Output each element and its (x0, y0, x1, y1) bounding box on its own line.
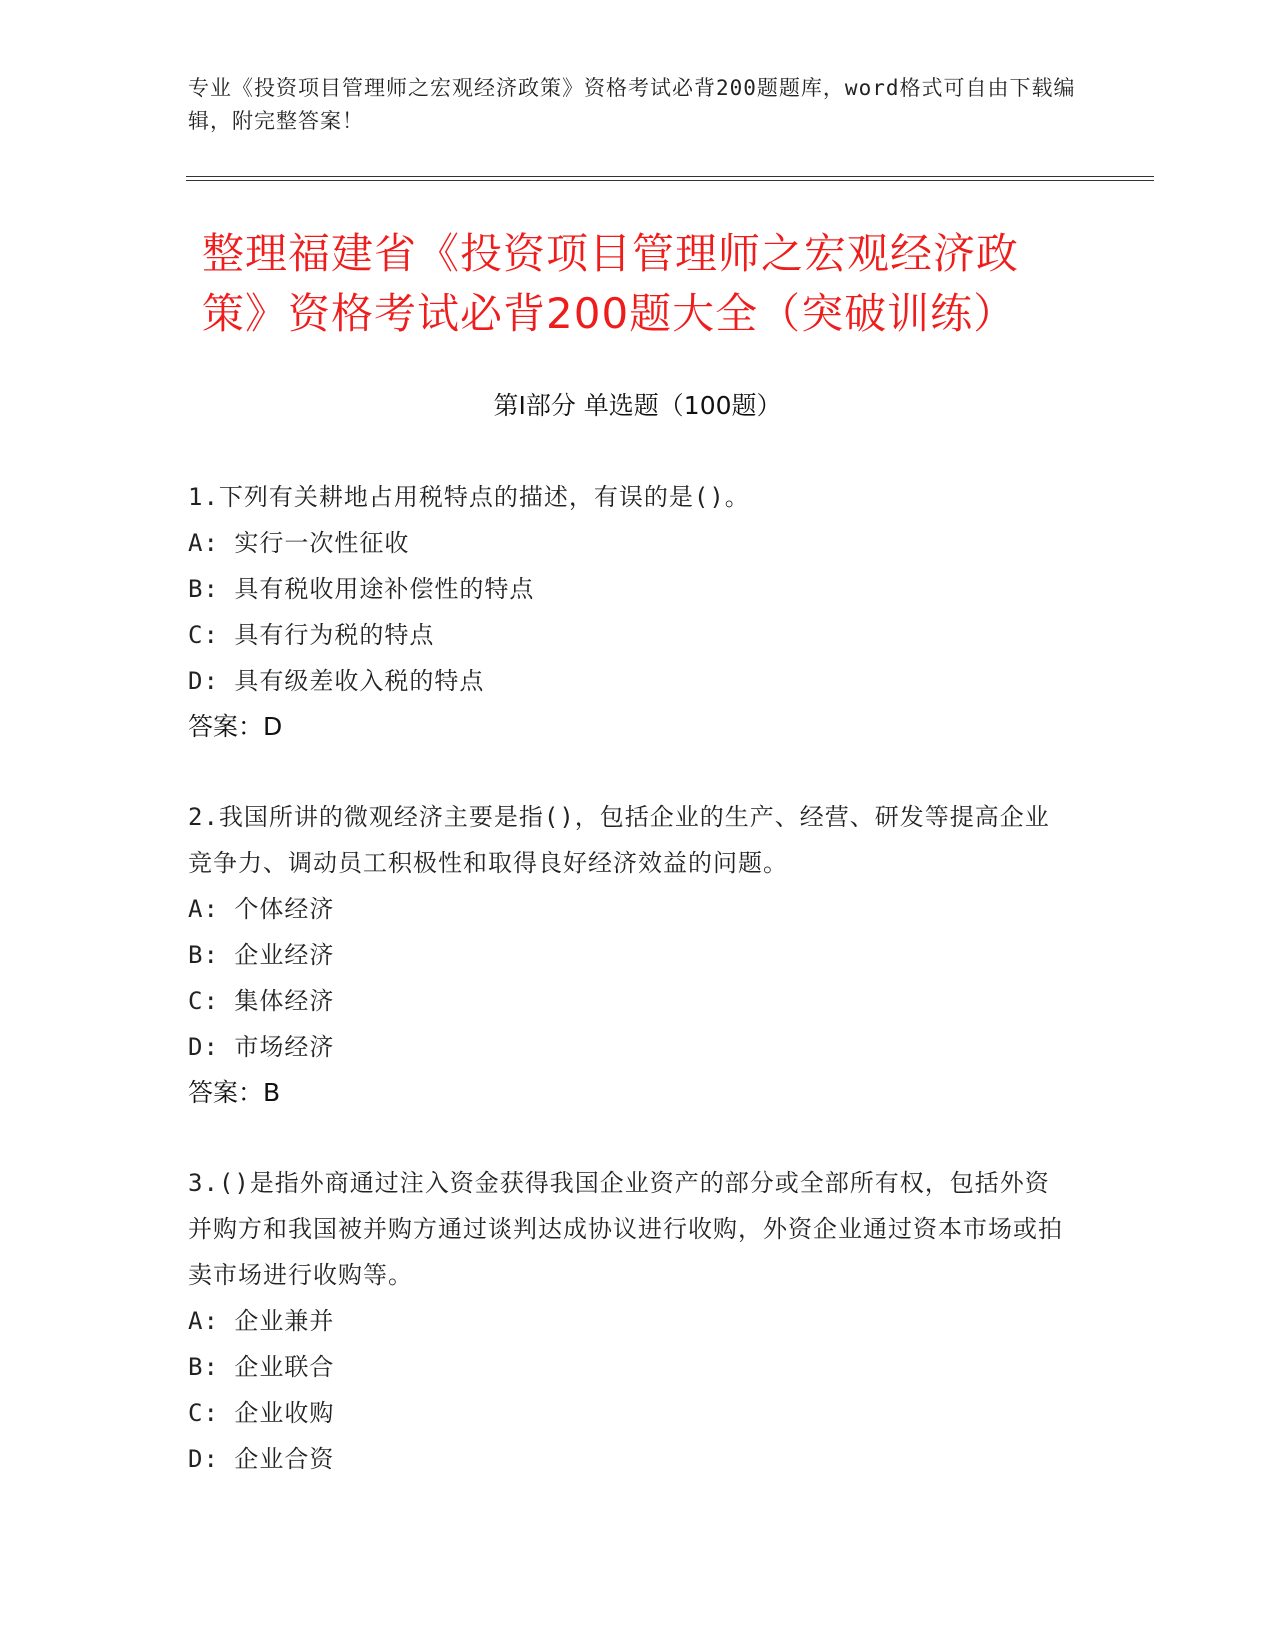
answer: 答案：B (188, 1078, 281, 1107)
header-divider-line-top (186, 176, 1154, 177)
document-title: 整理福建省《投资项目管理师之宏观经济政策》资格考试必背200题大全（突破训练） (202, 229, 1020, 338)
option-b: B: 企业经济 (188, 941, 335, 969)
question-2 (188, 794, 1068, 1116)
option-c: C: 具有行为税的特点 (188, 621, 435, 649)
option-d: D: 具有级差收入税的特点 (188, 667, 485, 695)
header-divider-line-bottom (186, 180, 1154, 181)
question-text: 2.我国所讲的微观经济主要是指()，包括企业的生产、经营、研发等提高企业竞争力、调动员工积极性和取得良好经济效益的问题。 (188, 803, 1050, 877)
option-a: A: 个体经济 (188, 895, 335, 923)
question-list (188, 474, 1068, 1526)
question-3 (188, 1160, 1068, 1482)
answer: 答案：D (188, 712, 283, 741)
section-heading: 第Ⅰ部分 单选题（100题） (493, 391, 782, 420)
question-text: 1.下列有关耕地占用税特点的描述，有误的是()。 (188, 483, 750, 511)
header-note: 专业《投资项目管理师之宏观经济政策》资格考试必背200题题库，word格式可自由下载编辑，附完整答案！ (188, 76, 1076, 133)
option-a: A: 企业兼并 (188, 1307, 335, 1335)
question-text: 3.()是指外商通过注入资金获得我国企业资产的部分或全部所有权，包括外资并购方和我国被并购方通过谈判达成协议进行收购，外资企业通过资本市场或拍卖市场进行收购等。 (188, 1169, 1063, 1289)
option-c: C: 集体经济 (188, 987, 335, 1015)
header-divider (186, 176, 1154, 182)
option-b: B: 企业联合 (188, 1353, 335, 1381)
question-1 (188, 474, 1068, 750)
option-b: B: 具有税收用途补偿性的特点 (188, 575, 535, 603)
option-d: D: 企业合资 (188, 1445, 335, 1473)
option-d: D: 市场经济 (188, 1033, 335, 1061)
option-c: C: 企业收购 (188, 1399, 335, 1427)
option-a: A: 实行一次性征收 (188, 529, 410, 557)
